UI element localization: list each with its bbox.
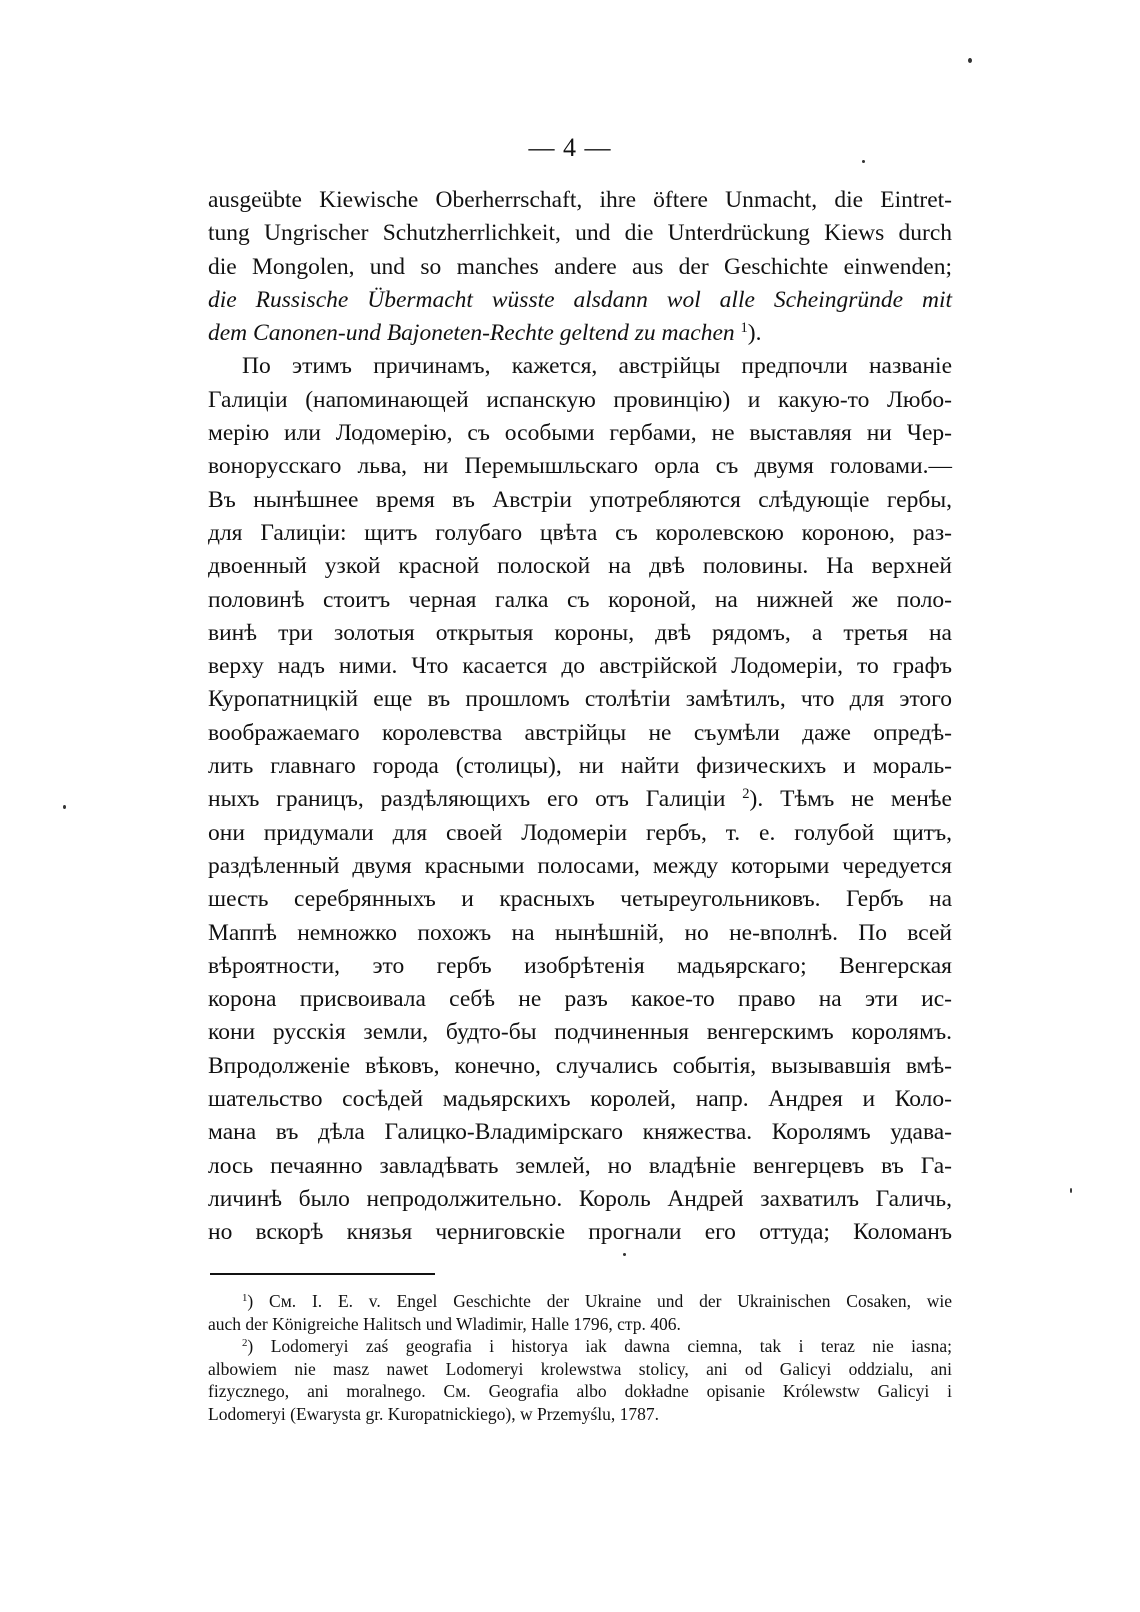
text-line: верху надъ ними. Что касается до австрійской Лодомеріи, то графъ (208, 653, 952, 680)
text-line: лось печаянно завладѣвать землей, но владѣніе венгерцевъ въ Га- (208, 1152, 952, 1179)
text-line: но вскорѣ князья черниговскіе прогнали его оттуда; Коломанъ (208, 1219, 952, 1246)
text-line: tung Ungrischer Schutzherrlichkeit, und die Unterdrückung Kiews durch (208, 220, 952, 247)
text-line: для Галиціи: щитъ голубаго цвѣта съ королевскою короною, раз- (208, 519, 952, 546)
paragraph-german-quote (208, 184, 952, 350)
text-line: личинѣ было непродолжительно. Король Андрей захватилъ Галичь, (208, 1185, 952, 1212)
text-line: шательство сосѣдей мадьярскихъ королей, напр. Андрея и Коло- (208, 1086, 952, 1113)
scan-speck (623, 1253, 626, 1256)
footnote-divider (210, 1273, 435, 1275)
footnote-line: albowiem nie masz nawet Lodomeryi krolewstwa stolicy, ani od Galicyi oddzialu, ani (208, 1358, 952, 1379)
text-line: Галиціи (напоминающей испанскую провинцію) и какую-то Любо- (208, 386, 952, 413)
text-line: лить главнаго города (столицы), ни найти физическихъ и мораль- (208, 753, 952, 780)
text-segment: ныхъ границъ, раздѣляющихъ его отъ Галиціи (208, 786, 726, 813)
text-line: Куропатницкій еще въ прошломъ столѣтіи замѣтилъ, что для этого (208, 686, 952, 713)
text-line-italic-end (208, 317, 952, 350)
text-line: двоенный узкой красной полоской на двѣ половины. На верхней (208, 553, 952, 580)
text-line-italic: die Russische Übermacht wüsste alsdann wol alle Scheingründe mit (208, 286, 952, 313)
footnote-text: ) См. I. E. v. Engel Geschichte der Ukraine und der Ukrainischen Cosaken, wie (247, 1291, 952, 1311)
text-line: По этимъ причинамъ, кажется, австрійцы предпочли названіе (242, 353, 952, 380)
footnote-reference[interactable]: 1 (740, 320, 748, 337)
footnotes (208, 1290, 952, 1425)
text-line: мерію или Лодомерію, съ особыми гербами, не выставляя ни Чер- (208, 420, 952, 447)
text-line: Въ нынѣшнее время въ Австріи употребляются слѣдующіе гербы, (208, 486, 952, 513)
scan-speck (862, 160, 865, 163)
scan-speck (63, 805, 66, 809)
text-line: раздѣленный двумя красными полосами, между которыми чередуется (208, 852, 952, 879)
text-line: шесть серебрянныхъ и красныхъ четыреугольниковъ. Гербъ на (208, 886, 952, 913)
scan-speck (1070, 1188, 1072, 1193)
text-line: они придумали для своей Лодомеріи гербъ, т. е. голубой щитъ, (208, 819, 952, 846)
footnote-2 (208, 1335, 952, 1425)
text-line: половинѣ стоитъ черная галка съ короной, на нижней же поло- (208, 586, 952, 613)
text-line-with-footnote (208, 783, 952, 816)
text-segment: ). Тѣмъ не менѣе (749, 786, 952, 813)
footnote-text: ) Lodomeryi zaś geografia i historya iak dawna ciemna, tak i teraz nie iasna; (247, 1336, 952, 1356)
footnote-line: fizycznego, ani moralnego. См. Geografia albo dokładne opisanie Królewstw Galicyi i (208, 1381, 952, 1401)
footnote-1 (208, 1290, 952, 1335)
text-line: корона присвоивала себѣ не разъ какое-то право на эти ис- (208, 986, 952, 1013)
main-text (208, 184, 952, 1250)
text-line: винѣ три золотыя открытыя короны, двѣ рядомъ, а третья на (208, 619, 952, 646)
italic-text: dem Canonen-und Bajoneten-Rechte geltend zu machen (208, 320, 735, 347)
text-line: мана въ дѣла Галицко-Владимірскаго княжества. Королямъ удава- (208, 1119, 952, 1146)
footnote-marker: 2 (242, 1337, 248, 1350)
page-number: — 4 — (528, 133, 612, 162)
footnote-line (208, 1290, 952, 1313)
text-line: вѣроятности, это гербъ изобрѣтенія мадьярскаго; Венгерская (208, 952, 952, 979)
paragraph-main (208, 350, 952, 1249)
footnote-line: Lodomeryi (Ewarysta gr. Kuropatnickiego), w Przemyślu, 1787. (208, 1403, 660, 1424)
text-line: Впродолженіе вѣковъ, конечно, случались событія, вызывавшія вмѣ- (208, 1052, 952, 1079)
text-line: ausgeübte Kiewische Oberherrschaft, ihre öftere Unmacht, die Eintret- (208, 187, 952, 213)
text-line: вонорусскаго льва, ни Перемышльскаго орла съ двумя головами.— (208, 453, 952, 480)
text-line: воображаемаго королевства австрійцы не съумѣли даже опредѣ- (208, 719, 952, 746)
scan-speck (968, 58, 972, 63)
text-line: кони русскія земли, будто-бы подчиненныя венгерскимъ королямъ. (208, 1019, 952, 1046)
closing-punctuation: ). (747, 320, 762, 347)
text-line: die Mongolen, und so manches andere aus der Geschichte einwenden; (208, 253, 952, 280)
footnote-line: auch der Königreiche Halitsch und Wladimir, Halle 1796, стр. 406. (208, 1313, 681, 1334)
footnote-line (208, 1335, 952, 1358)
footnote-marker: 1 (242, 1292, 248, 1305)
footnote-reference[interactable]: 2 (742, 786, 750, 803)
text-line: Маппѣ немножко похожъ на нынѣшній, но не-вполнѣ. По всей (208, 919, 952, 946)
